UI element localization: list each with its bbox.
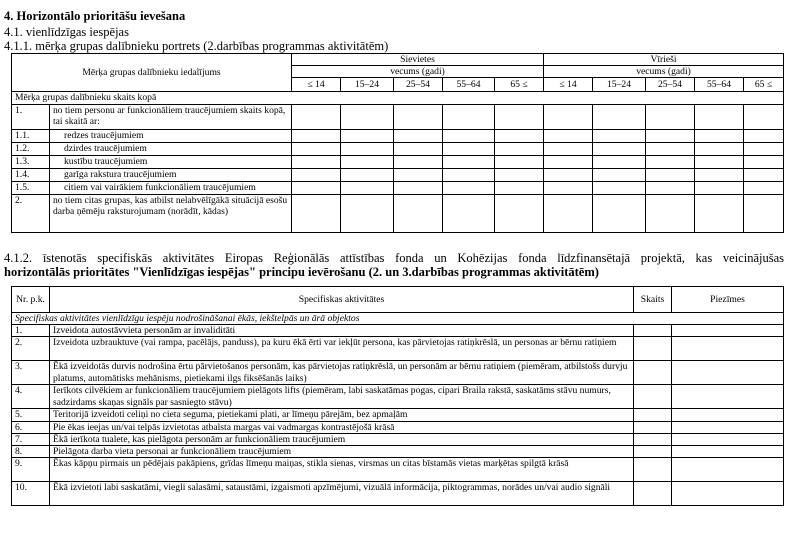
row-text: Izveidota autostāvvieta personām ar invaliditāti — [50, 325, 634, 337]
activities-table — [11, 286, 784, 506]
row-text: no tiem citas grupas, kas atbilst nelabvēlīgākā situācijā esošu darba ņēmēju raksturojumam (norādīt, kādas) — [50, 194, 292, 232]
table-row — [12, 104, 784, 129]
age-group: 15–24 — [341, 78, 394, 92]
row-number: 2. — [12, 194, 50, 232]
men-age-label: vecums (gadi) — [544, 66, 784, 78]
row-number: 5. — [12, 409, 50, 421]
row-number: 1.5. — [12, 181, 50, 194]
section-row: Specifiskas aktivitātes vienlīdzīgu iespēju nodrošināšanai ēkās, iekštelpās un ārā objektos — [12, 313, 784, 325]
table-row — [12, 446, 784, 458]
row-text: Ēkā izveidotās durvis nodrošina ērtu pārvietošanos personām, kas pārvietojas ratiņkrēslā, un personām ar bērnu ratiņiem (piemēram, atbilstošs durvju platums, automātisks mehānisms, pietiekami ilgs fiksēšanās laiks) — [50, 361, 634, 385]
row-text: no tiem personu ar funkcionāliem traucējumiem skaits kopā, tai skaitā ar: — [50, 104, 292, 129]
paragraph-line-2: horizontālās prioritātes "Vienlīdzīgas iespējas" principu ievērošanu (2. un 3.darbības programmas aktivitātēm) — [4, 265, 599, 279]
row-text: Ierīkots cilvēkiem ar funkcionāliem traucējumiem pielāgots lifts (piemēram, labi saskatāmas pogas, cipari Braila rakstā, saskatāms stāvu numurs, sadzirdams skaņas signāls par sasniegto stāvu) — [50, 385, 634, 409]
row-number: 1.3. — [12, 155, 50, 168]
target-group-table — [11, 53, 784, 233]
table-row — [12, 421, 784, 433]
age-group: 55–64 — [443, 78, 495, 92]
age-group: 65 ≤ — [744, 78, 784, 92]
women-age-label: vecums (gadi) — [292, 66, 544, 78]
row-text: Ēkā ierīkota tualete, kas pielāgota personām ar funkcionāliem traucējumiem — [50, 433, 634, 445]
row-number: 3. — [12, 361, 50, 385]
section-heading: 4. Horizontālo prioritāšu ievešana — [4, 9, 186, 23]
row-text: Izveidota uzbrauktuve (vai rampa, pacēlājs, panduss), pa kuru ēkā ērti var iekļūt persona, kas pārvietojas ratiņkrēslā, un personas ar bērnu ratiņiem — [50, 337, 634, 361]
row-text: Teritorijā izveidoti celiņi no cieta seguma, pietiekami plati, ar līmeņu pārejām, bez apmaļām — [50, 409, 634, 421]
table-row — [12, 458, 784, 482]
row-number: 8. — [12, 446, 50, 458]
col-count-header: Skaits — [634, 287, 672, 313]
col-activity-header: Specifiskas aktivitātes — [50, 287, 634, 313]
col-notes-header: Piezīmes — [672, 287, 784, 313]
table-row — [12, 181, 784, 194]
row-text: citiem vai vairākiem funkcionāliem traucējumiem — [50, 181, 292, 194]
table1-col-header: Mērķa grupas dalībnieku iedalījums — [12, 54, 292, 92]
women-header: Sievietes — [292, 54, 544, 66]
paragraph-4-1-2 — [4, 251, 784, 279]
total-row: Mērķa grupas dalībnieku skaits kopā — [12, 92, 784, 104]
age-group: ≤ 14 — [292, 78, 341, 92]
row-text: Pie ēkas ieejas un/vai telpās izvietotas atbalsta margas vai vadmargas kontrastējošā krāsā — [50, 421, 634, 433]
age-group: 55–64 — [695, 78, 744, 92]
men-header: Vīrieši — [544, 54, 784, 66]
row-text: redzes traucējumiem — [50, 129, 292, 142]
paragraph-line-1: 4.1.2. īstenotās specifiskās aktivitātes Eiropas Reģionālās attīstības fonda un Kohēzijas fonda līdzfinansētajā projektā, kas veicinājušas — [4, 251, 784, 265]
row-number: 7. — [12, 433, 50, 445]
table-row — [12, 482, 784, 506]
table-row — [12, 409, 784, 421]
row-text: Ēkas kāpņu pirmais un pēdējais pakāpiens, grīdas līmeņu maiņas, stikla sienas, virsmas un citas bīstamās vietas marķētas spilgtā krāsā — [50, 458, 634, 482]
age-group: 15–24 — [593, 78, 646, 92]
table-row — [12, 168, 784, 181]
row-text: dzirdes traucējumiem — [50, 142, 292, 155]
row-text: garīga rakstura traucējumiem — [50, 168, 292, 181]
row-number: 1. — [12, 104, 50, 129]
row-number: 9. — [12, 458, 50, 482]
subsection-heading: 4.1. vienlīdzīgas iespējas — [4, 25, 129, 39]
row-number: 10. — [12, 482, 50, 506]
row-number: 4. — [12, 385, 50, 409]
table-row — [12, 337, 784, 361]
col-number-header: Nr. p.k. — [12, 287, 50, 313]
table-row — [12, 385, 784, 409]
age-group: 65 ≤ — [495, 78, 544, 92]
table-row — [12, 194, 784, 232]
table-row — [12, 433, 784, 445]
row-text: kustību traucējumiem — [50, 155, 292, 168]
row-number: 1. — [12, 325, 50, 337]
age-group: 25–54 — [646, 78, 695, 92]
table-row — [12, 325, 784, 337]
table-row — [12, 361, 784, 385]
row-number: 6. — [12, 421, 50, 433]
row-number: 1.4. — [12, 168, 50, 181]
age-group: ≤ 14 — [544, 78, 593, 92]
age-group: 25–54 — [394, 78, 443, 92]
row-number: 1.2. — [12, 142, 50, 155]
row-number: 2. — [12, 337, 50, 361]
row-text: Pielāgota darba vieta personai ar funkcionāliem traucējumiem — [50, 446, 634, 458]
subsubsection-heading: 4.1.1. mērķa grupas dalībnieku portrets (2.darbības programmas aktivitātēm) — [4, 39, 389, 53]
table-row — [12, 155, 784, 168]
row-number: 1.1. — [12, 129, 50, 142]
row-text: Ēkā izvietoti labi saskatāmi, viegli salasāmi, sataustāmi, izgaismoti apzīmējumi, vizuālā informācija, piktogrammas, norādes un/vai audio signāli — [50, 482, 634, 506]
table-row — [12, 142, 784, 155]
table-row — [12, 129, 784, 142]
